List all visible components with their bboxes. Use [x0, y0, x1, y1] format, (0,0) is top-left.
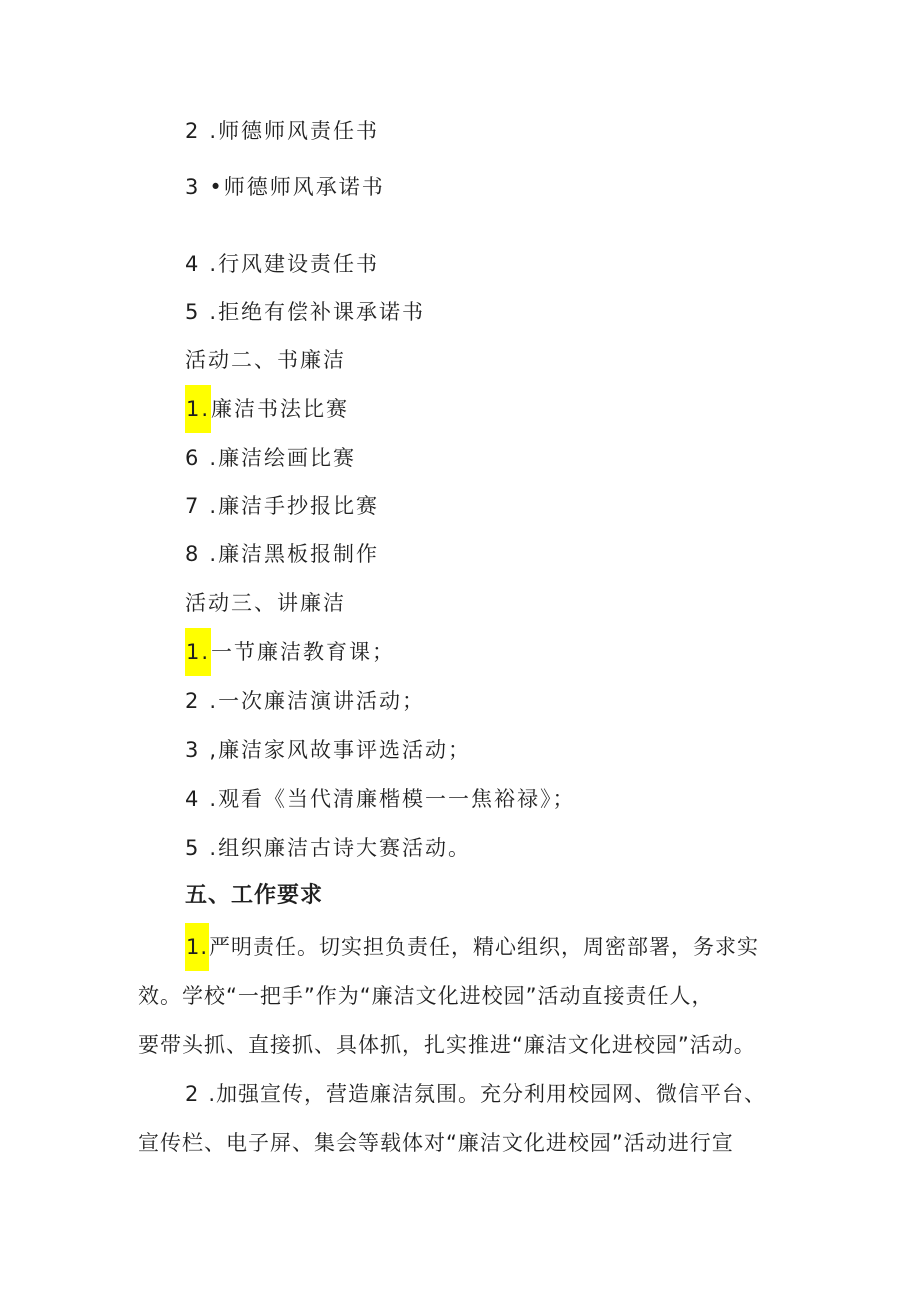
list-item: 3 •师德师风承诺书	[185, 175, 385, 199]
paragraph-line: 2 .加强宣传，营造廉洁氛围。充分利用校园网、微信平台、	[185, 1082, 767, 1106]
highlight-marker: 1.	[185, 628, 211, 676]
list-item: 8 .廉洁黑板报制作	[185, 542, 380, 566]
list-item: 5 .组织廉洁古诗大赛活动。	[185, 836, 472, 860]
list-item: 1.一节廉洁教育课；	[185, 637, 395, 676]
list-item: 5 .拒绝有偿补课承诺书	[185, 300, 426, 324]
list-item: 6 .廉洁绘画比赛	[185, 446, 357, 470]
paragraph-line: 1.严明责任。切实担负责任，精心组织，周密部署，务求实	[185, 932, 759, 971]
list-item: 2 .一次廉洁演讲活动；	[185, 689, 426, 713]
activity3-title: 活动三、讲廉洁	[185, 591, 346, 615]
list-item: 1.廉洁书法比赛	[185, 394, 349, 433]
activity2-title: 活动二、书廉洁	[185, 348, 346, 372]
list-item: 4 .行风建设责任书	[185, 252, 380, 276]
paragraph-line: 要带头抓、直接抓、具体抓，扎实推进“廉洁文化进校园”活动。	[138, 1033, 756, 1057]
paragraph-line: 宣传栏、电子屏、集会等载体对“廉洁文化进校园”活动进行宣	[138, 1131, 734, 1155]
list-item: 3 ,廉洁家风故事评选活动；	[185, 738, 472, 762]
list-item: 2 .师德师风责任书	[185, 119, 380, 143]
list-item: 7 .廉洁手抄报比赛	[185, 494, 380, 518]
highlight-marker: 1.	[185, 385, 211, 433]
section-heading: 五、工作要求	[185, 883, 324, 908]
list-item: 4 .观看《当代清廉楷模一一焦裕禄》；	[185, 787, 576, 811]
highlight-marker: 1.	[185, 923, 209, 971]
paragraph-line: 效。学校“一把手”作为“廉洁文化进校园”活动直接责任人，	[138, 984, 714, 1008]
